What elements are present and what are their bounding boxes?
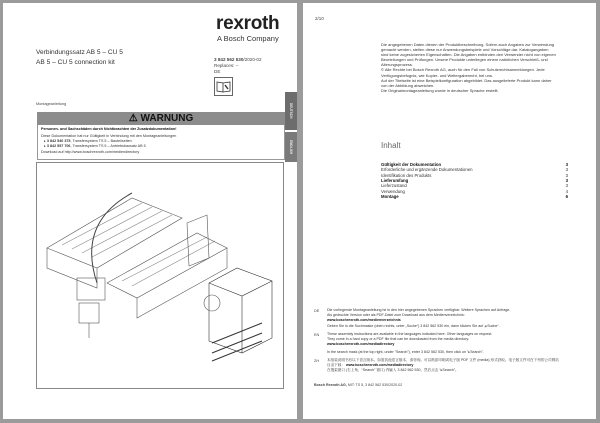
footer: Bosch Rexroth AG, MIT: TS 5, 3 842 562 530/2020-02 [314,383,403,387]
replaces: Replaces: – [214,63,239,68]
toc-entry[interactable]: Verwendung 4 [381,188,568,194]
toc-entry[interactable]: Identifikation des Produkts 3 [381,172,568,178]
page-number: 2/10 [315,16,324,21]
title-de: Verbindungssatz AB 5 – CU 5 [36,49,123,56]
warning-box [37,125,285,160]
lang-code-en: EN [314,333,320,337]
warning-headline: Personen- und Sachschäden durch Nichtbeachten der Zusatzdokumentation! [41,127,177,131]
lang-code-de: DE [314,309,320,313]
lang-block-de: Die vorliegende Montageanleitung ist in den hier angegebenen Sprachen verfügbar. Weitere Sprachen auf Anfrage. Als gedruckte Version oder als PDF-Datei zum Download aus dem Medienverzeichnis: www.boschrexroth.com/medienverzeichnis Geben Sie in die Suchmaske (oben rechts, unter „Suche“) 3 842 562 530 ein, dann klicken Sie auf „▸Suche“. [327,308,511,328]
tab-deutsch[interactable]: DEUTSCH [285,92,297,130]
lang-code-zh: ZH [314,359,320,363]
toc-entry[interactable]: Erforderliche und ergänzende Dokumentationen 3 [381,167,568,173]
tab-english[interactable]: ENGLISH [285,132,297,162]
title-en: AB 5 – CU 5 connection kit [36,59,115,66]
logo-subtitle: A Bosch Company [217,34,279,43]
language-code: DE [214,69,221,74]
disclaimer-text: Die angegebenen Daten dienen der Produktbeschreibung. Sofern auch Angaben zur Verwendung gemacht werden, stellen diese nur Anwendungsbeispiele und Vorschläge dar. Katalogangaben sind keine zugesicherten Eigenschaften. Die Angaben entbinden den Verwender nicht von eigenen Beurteilungen und Prüfungen. Unsere Produkte unterliegen einem natürlichen Verschleiß- und Alterungsprozess. © Alle Rechte bei Bosch Rexroth AG, auch für den Fall von Schutzrechtsanmeldungen. Jede Verfügungsbefugnis, wie Kopier- und Weitergaberecht, bei uns. Auf der Titelseite ist eine Beispielkonfiguration abgebildet. Das ausgelieferte Produkt kann daher von der Abbildung abweichen. Die Originalmontageanleitung wurde in deutscher Sprache erstellt. [381,42,556,93]
lang-block-zh: 本组装说明书有以下语言版本。如需其他语言版本，请咨询。可以纸质印刷或电子版 PDF 文件 (media) 形式获取。电子版文件可在下列的公司网站 目录下载： www.boschrexroth.com/mediadirectory 在搜索窗口 (右上角，“Search” 窗口) 内输入 3 842 562 530，然后点击 “▸Search”。 [327,358,559,373]
toc-entry[interactable]: Montage 6 [381,193,568,199]
warning-item: ▸ 3 842 540 375, Transfersystem TS 5 – Bauteilseiten [44,139,132,143]
media-link[interactable]: www.boschrexroth.com/medienverzeichnis [327,318,401,323]
toc-title: Inhalt [381,141,401,150]
media-link[interactable]: www.boschrexroth.com/mediadirectory [327,342,395,347]
lang-block-en: These assembly instructions are available in the languages indicated here. Other languages on request. They come in a hard copy or a PDF file that can be downloaded from the media directory: www.boschrexroth.com/mediadirectory In the search mask (at the top right, under "Search"), enter 3 842 562 530, then click on "▸Search". [327,332,493,354]
toc-entry[interactable]: Lieferzustand 3 [381,183,568,189]
warning-intro: Diese Dokumentation hat nur Gültigkeit in Verbindung mit den Montageanleitungen [41,134,177,138]
doc-type: Montageanleitung [36,102,67,106]
product-illustration [36,162,284,389]
media-link[interactable]: www.boschrexroth.com/mediadirectory [345,363,414,368]
warning-icon: ⚠ [128,113,138,124]
warning-item: ▸ 3 842 557 706, Transfersystem TS 5 – Antriebsbausatz AB 5 [44,144,146,148]
part-number: 3 842 562 530/2020-02 [214,57,262,62]
read-manual-icon [214,77,233,96]
content-page [303,3,596,419]
toc-entry[interactable]: Lieferumfang 3 [381,177,568,183]
cover-page [3,3,297,419]
rexroth-logo: rexroth [216,13,280,34]
warning-header: ⚠ WARNUNG [37,112,285,125]
download-link[interactable]: Download auf http://www.boschrexroth.com/mediendirectory [41,150,140,154]
toc-entry[interactable]: Gültigkeit der Dokumentation 3 [381,162,568,167]
